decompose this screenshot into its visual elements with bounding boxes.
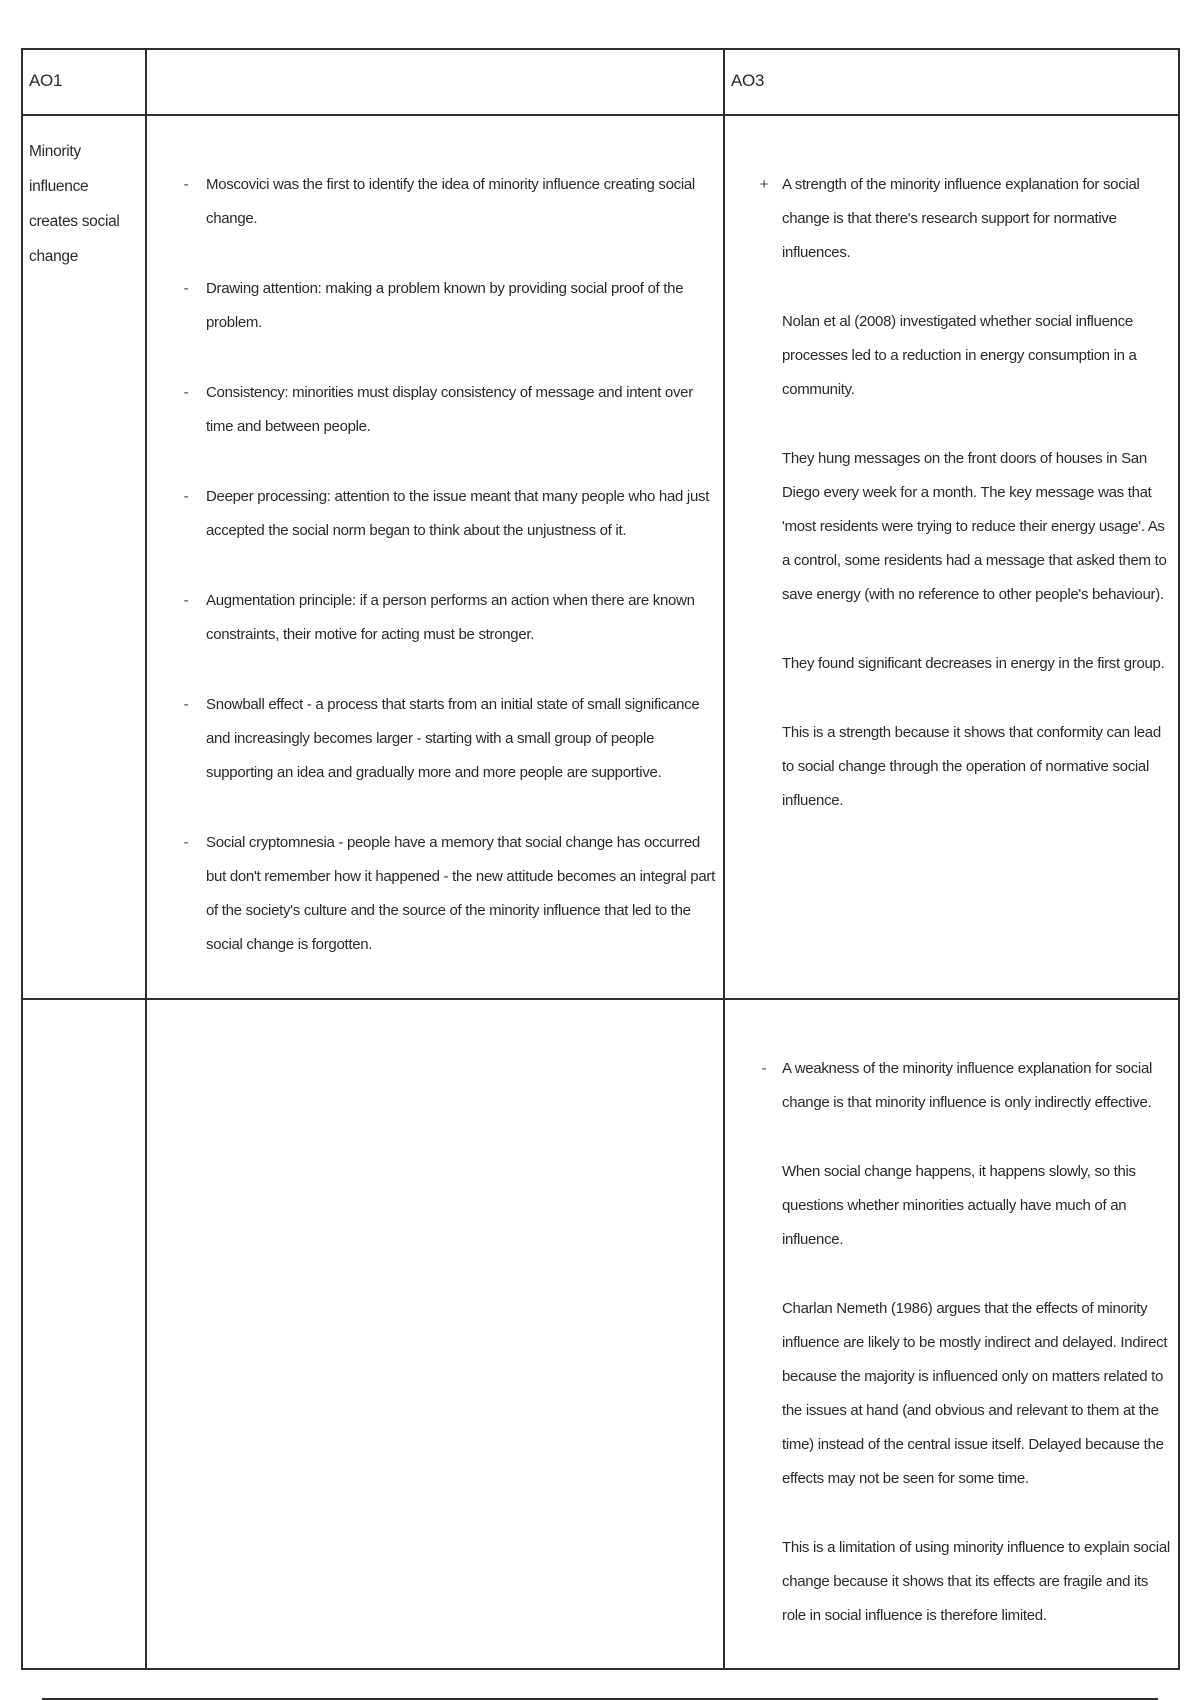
ao1-point-text: Augmentation principle: if a person performs an action when there are known constraints, their motive for acting must be stronger. (206, 592, 695, 643)
header-ao1-label: AO1 (29, 71, 63, 90)
header-cell-ao3 (724, 49, 1179, 115)
dash-bullet-icon: - (183, 280, 189, 297)
ao3-paragraph: This is a strength because it shows that conformity can lead to social change through the operation of normative social influence. (782, 724, 1161, 809)
ao3-weakness-lead (757, 1052, 1170, 1120)
dash-bullet-icon: - (183, 696, 189, 713)
list-item (179, 826, 715, 962)
header-row (22, 49, 1179, 115)
ao3-strength-block (725, 116, 1178, 818)
ao3-weakness-block (725, 1000, 1178, 1633)
header-cell-ao1 (22, 49, 146, 115)
dash-bullet-icon: - (761, 1060, 767, 1077)
ao1-point-text: Deeper processing: attention to the issue meant that many people who had just accepted the social norm began to think about the unjustness of it. (206, 488, 710, 539)
ao3-weakness-lead-text: A weakness of the minority influence explanation for social change is that minority influence is only indirectly effective. (782, 1060, 1153, 1111)
row1-label-cell (22, 115, 146, 999)
list-item (179, 688, 715, 790)
row1-ao3-cell (724, 115, 1179, 999)
ao1-point-text: Consistency: minorities must display consistency of message and intent over time and between people. (206, 384, 693, 435)
ao1-point-list (147, 116, 723, 962)
list-item (179, 168, 715, 236)
dash-bullet-icon: - (183, 176, 189, 193)
ao3-strength-lead (757, 168, 1170, 270)
header-cell-blank (146, 49, 724, 115)
dash-bullet-icon: - (183, 592, 189, 609)
table-row (22, 115, 1179, 999)
ao3-paragraph: Nolan et al (2008) investigated whether social influence processes led to a reduction in energy consumption in a community. (782, 313, 1137, 398)
ao1-point-text: Drawing attention: making a problem known by providing social proof of the problem. (206, 280, 684, 331)
row1-ao1-cell (146, 115, 724, 999)
ao1-point-text: Snowball effect - a process that starts from an initial state of small significance and increasingly becomes larger - starting with a small group of people supporting an idea and gradually more and more people are supportive. (206, 696, 700, 781)
row1-label: Minority influence creates social change (29, 143, 120, 265)
row2-label (23, 1000, 145, 1018)
ao3-paragraph: They hung messages on the front doors of houses in San Diego every week for a month. The key message was that 'most residents were trying to reduce their energy usage'. As a control, some residents had a message that asked them to save energy (with no reference to other people's behaviour). (782, 450, 1167, 603)
ao3-paragraph: Charlan Nemeth (1986) argues that the effects of minority influence are likely to be mostly indirect and delayed. Indirect because the majority is influenced only on matters related to the issues at hand (and obvious and relevant to them at the time) instead of the central issue itself. Delayed because the effects may not be seen for some time. (782, 1300, 1168, 1487)
row2-ao3-cell (724, 999, 1179, 1669)
ao1-point-text: Social cryptomnesia - people have a memory that social change has occurred but don't remember how it happened - the new attitude becomes an integral part of the society's culture and the source of the minority influence that led to the social change is forgotten. (206, 834, 715, 953)
row2-label-cell (22, 999, 146, 1669)
ao3-paragraph: They found significant decreases in energy in the first group. (782, 655, 1165, 672)
list-item (179, 584, 715, 652)
header-ao3-label: AO3 (731, 71, 765, 90)
list-item (179, 480, 715, 548)
table-row (22, 999, 1179, 1669)
ao3-strength-lead-text: A strength of the minority influence explanation for social change is that there's research support for normative influences. (782, 176, 1140, 261)
notes-table (21, 48, 1180, 1670)
ao3-paragraph: This is a limitation of using minority influence to explain social change because it shows that its effects are fragile and its role in social influence is therefore limited. (782, 1539, 1170, 1624)
list-item (179, 272, 715, 340)
list-item (179, 376, 715, 444)
dash-bullet-icon: - (183, 834, 189, 851)
row2-ao1-cell (146, 999, 724, 1669)
dash-bullet-icon: - (183, 384, 189, 401)
header-blank-label (147, 50, 723, 64)
ao3-paragraph: When social change happens, it happens slowly, so this questions whether minorities actually have much of an influence. (782, 1163, 1136, 1248)
plus-bullet-icon: + (759, 176, 769, 193)
dash-bullet-icon: - (183, 488, 189, 505)
ao1-point-text: Moscovici was the first to identify the idea of minority influence creating social change. (206, 176, 695, 227)
